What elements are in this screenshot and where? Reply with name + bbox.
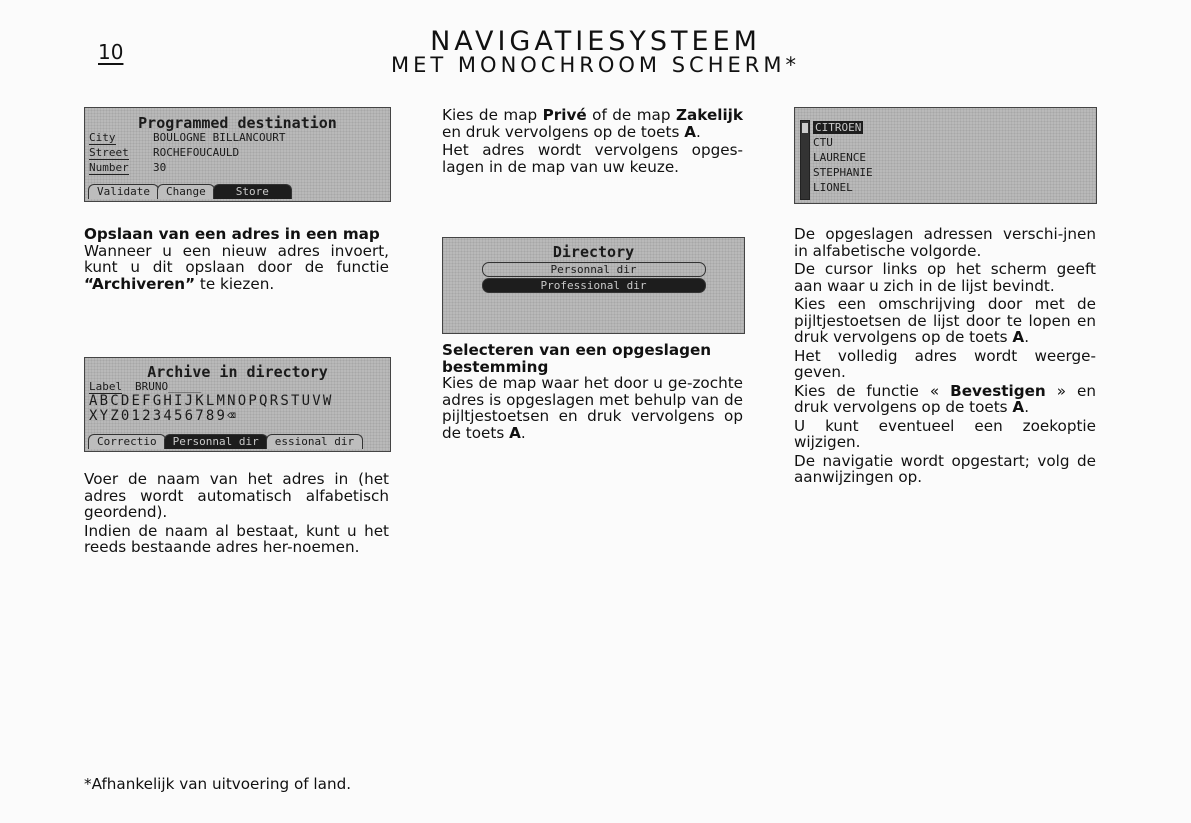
field-label-number: Number [89, 161, 129, 174]
paragraph-navigation-start: De navigatie wordt opgestart; volg de aanwijzingen op. [794, 451, 1096, 486]
page-subtitle: MET MONOCHROOM SCHERM* [391, 53, 800, 77]
page-number: 10 [98, 40, 124, 64]
column-3 [794, 226, 1096, 488]
screen-directory [442, 237, 745, 334]
tab-correction[interactable]: Correctio [88, 434, 166, 449]
screen-programmed-destination [84, 107, 391, 202]
field-value-label: BRUNO_____ [135, 380, 202, 393]
paragraph-store-intro: Wanneer u een nieuw adres invoert, kunt u dit opslaan door de functie “Archiveren” te kiezen. [84, 241, 389, 293]
paragraph-full-address: Het volledig adres wordt weerge-geven. [794, 346, 1096, 381]
page-title: NAVIGATIESYSTEEM [430, 26, 761, 57]
field-value-number: 30 [153, 161, 167, 174]
field-label-city: City [89, 131, 116, 144]
field-label-street: Street [89, 146, 129, 159]
directory-item-professional[interactable]: Professional dir [482, 278, 706, 293]
paragraph-enter-name: Voer de naam van het adres in (het adres wordt automatisch alfabetisch geordend). [84, 470, 389, 521]
tab-professional-dir[interactable]: essional dir [266, 434, 363, 449]
paragraph-change-option: U kunt eventueel een zoekoptie wijzigen. [794, 416, 1096, 451]
list-item-laurence[interactable]: LAURENCE [813, 151, 866, 164]
screen-archive-in-directory [84, 357, 391, 452]
paragraph-choose-description: Kies een omschrijving door met de pijltjestoetsen de lijst door te lopen en druk vervolgens op de toets A. [794, 295, 1096, 346]
screen-title: Programmed destination [138, 114, 337, 132]
field-label-label: Label [89, 380, 123, 393]
list-item-ctu[interactable]: CTU [813, 136, 833, 149]
section-heading-select: Selecteren van een opgeslagen bestemming [442, 341, 712, 376]
list-item-stephanie[interactable]: STEPHANIE [813, 166, 873, 179]
paragraph-cursor: De cursor links op het scherm geeft aan waar u zich in de lijst bevindt. [794, 260, 1096, 295]
screen-title: Archive in directory [147, 363, 328, 381]
tab-personnal-dir[interactable]: Personnal dir [164, 434, 268, 449]
column-2-bottom [442, 342, 743, 443]
field-value-street: ROCHEFOUCAULD [153, 146, 240, 159]
list-item-lionel[interactable]: LIONEL [813, 181, 853, 194]
section-heading-store: Opslaan van een adres in een map [84, 225, 380, 243]
tab-change[interactable]: Change [157, 184, 215, 199]
letter-keyboard-row-1[interactable]: ABCDEFGHIJKLMNOPQRSTUVW [89, 393, 334, 409]
paragraph-select-map: Kies de map waar het door u ge-zochte adres is opgeslagen met behulp van de pijltjestoetsen en druk vervolgens op de toets A. [442, 374, 743, 442]
screen-address-list [794, 107, 1097, 204]
list-item-citroen[interactable]: CITROEN [815, 121, 862, 134]
paragraph-alphabetic: De opgeslagen adressen verschi-jnen in alfabetische volgorde. [794, 225, 1096, 260]
footnote: *Afhankelijk van uitvoering of land. [84, 775, 352, 793]
field-value-city: BOULOGNE BILLANCOURT [153, 131, 286, 144]
paragraph-confirm: Kies de functie « Bevestigen » en druk vervolgens op de toets A. [794, 381, 1096, 416]
list-cursor-scrollbar[interactable] [800, 120, 810, 200]
screen-title: Directory [552, 243, 635, 261]
column-1-bottom [84, 471, 389, 558]
letter-keyboard-row-2[interactable]: XYZ0123456789⌫ [89, 408, 238, 424]
column-1 [84, 226, 389, 294]
directory-item-personnal[interactable]: Personnal dir [482, 262, 706, 277]
paragraph-choose-map: Kies de map Privé of de map Zakelijk en druk vervolgens op de toets A. [442, 106, 743, 141]
column-2 [442, 107, 743, 177]
paragraph-rename: Indien de naam al bestaat, kunt u het reeds bestaande adres her-noemen. [84, 521, 389, 556]
tab-validate[interactable]: Validate [88, 184, 159, 199]
tab-store[interactable]: Store [213, 184, 292, 199]
paragraph-address-stored: Het adres wordt vervolgens opges-lagen in de map van uw keuze. [442, 141, 743, 176]
